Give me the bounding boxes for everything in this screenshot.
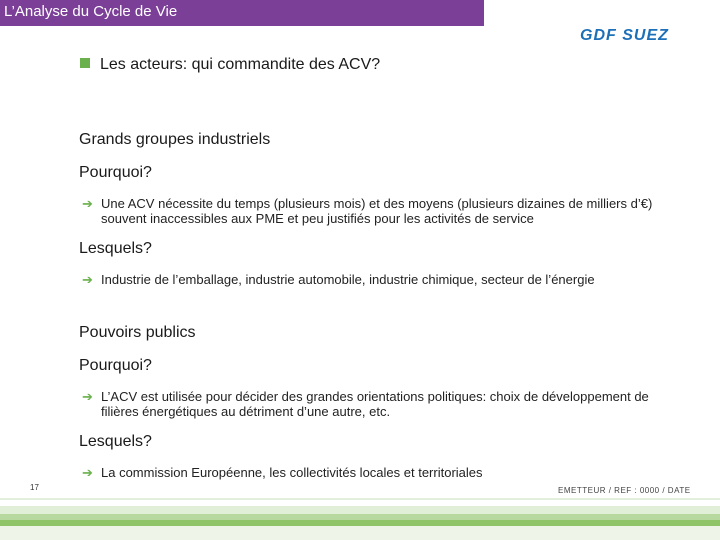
slide-title: L’Analyse du Cycle de Vie (4, 3, 178, 20)
public-why-label: Pourquoi? (79, 357, 152, 374)
public-why-item (82, 389, 682, 419)
groups-why-label: Pourquoi? (79, 164, 152, 181)
main-bullet-text: Les acteurs: qui commandite des ACV? (100, 56, 381, 73)
main-bullet (80, 56, 380, 74)
public-why-text: L’ACV est utilisée pour décider des grandes orientations politiques: choix de développement de filières énergétiques au détriment d’une autre, etc. (101, 389, 649, 419)
public-which-item (82, 465, 682, 480)
slide-title-bar (0, 0, 484, 26)
groups-title: Grands groupes industriels (79, 131, 271, 148)
footer-decorative-band (0, 498, 720, 540)
arrow-right-icon: ➔ (82, 389, 93, 404)
public-which-label: Lesquels? (79, 433, 152, 450)
gdf-suez-logo (580, 22, 692, 46)
public-title: Pouvoirs publics (79, 324, 196, 341)
page-number: 17 (30, 483, 39, 492)
groups-which-text: Industrie de l’emballage, industrie automobile, industrie chimique, secteur de l’énergie (101, 272, 595, 287)
public-which-text: La commission Européenne, les collectivités locales et territoriales (101, 465, 483, 480)
groups-which-item (82, 272, 682, 287)
footer-reference: EMETTEUR / REF : 0000 / DATE (558, 486, 691, 495)
groups-why-text: Une ACV nécessite du temps (plusieurs mois) et des moyens (plusieurs dizaines de milliers d’€) souvent inaccessibles aux PME et peu justifiés pour les activités de service (101, 196, 653, 226)
arrow-right-icon: ➔ (82, 196, 93, 211)
square-bullet-icon (80, 58, 90, 68)
arrow-right-icon: ➔ (82, 465, 93, 480)
arrow-right-icon: ➔ (82, 272, 93, 287)
groups-which-label: Lesquels? (79, 240, 152, 257)
groups-why-item (82, 196, 682, 226)
svg-text:GDF SUEZ: GDF SUEZ (580, 27, 669, 44)
